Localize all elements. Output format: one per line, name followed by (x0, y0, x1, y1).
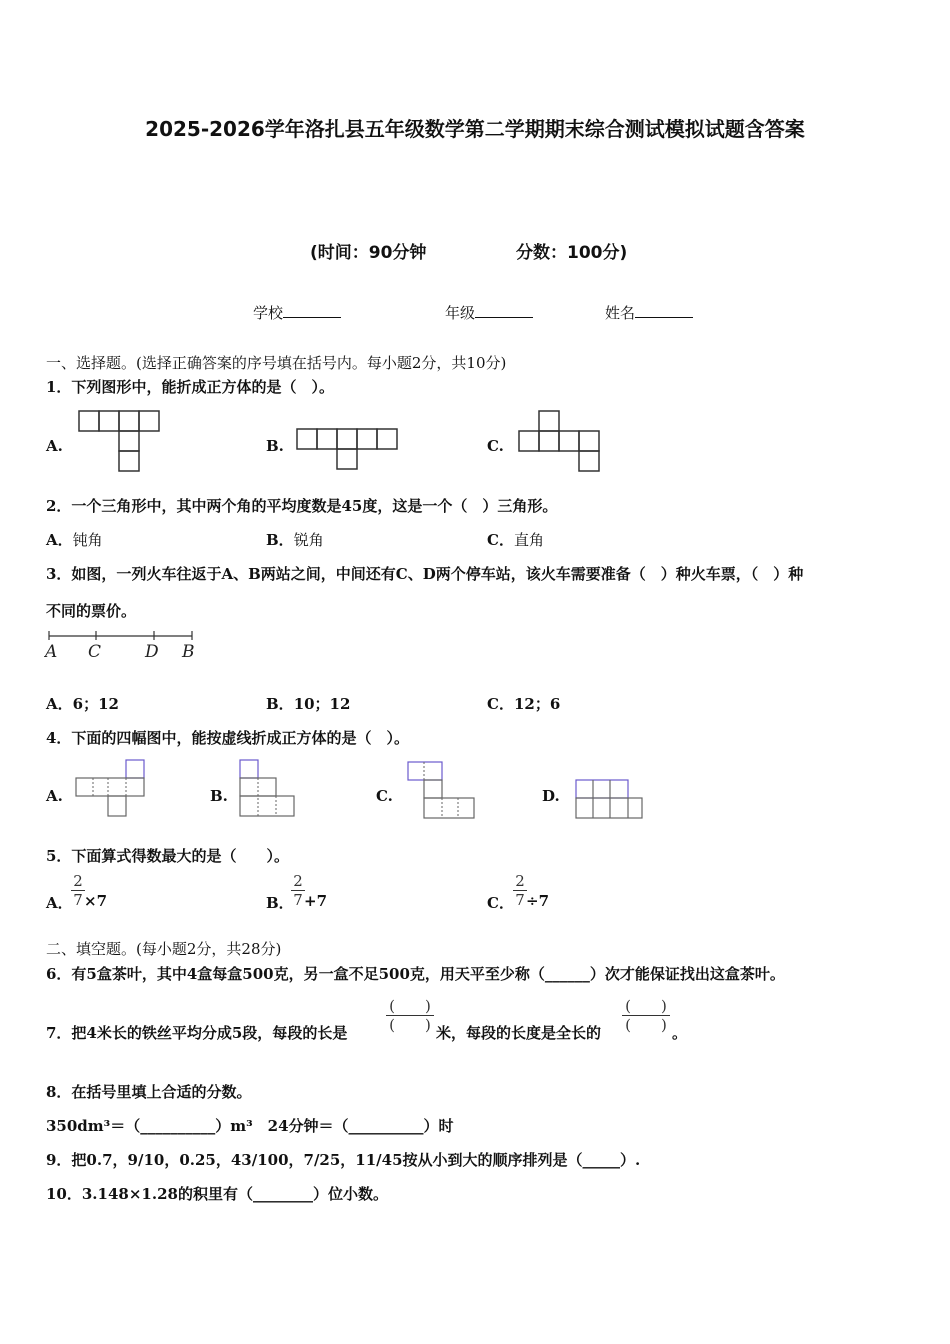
school-blank (283, 317, 341, 318)
q3-option-b-key: B． (266, 695, 294, 713)
q5-c-denominator: 7 (515, 891, 525, 909)
q1-net-c (518, 410, 602, 474)
q1-net-b (296, 428, 400, 472)
page-title: 2025-2026学年洛扎县五年级数学第二学期期末综合测试模拟试题含答案 (145, 117, 805, 141)
school-field (253, 302, 341, 323)
q3-option-c-text: 12；6 (513, 695, 561, 713)
station-c-label: C (88, 642, 102, 662)
q2-option-a-key: A． (46, 531, 73, 549)
q3-stem-line2: 不同的票价。 (46, 602, 137, 620)
q2-stem: 2．一个三角形中，其中两个角的平均度数是45度，这是一个（ ）三角形。 (46, 497, 558, 515)
q7-prefix: 7．把4米长的铁丝平均分成5段，每段的长是 (46, 1024, 348, 1042)
q2-option-a-text: 钝角 (72, 531, 103, 549)
q8-line: 350dm³＝（__________）m³ 24分钟＝（__________）时 (46, 1117, 454, 1135)
q9-text: 9．把0.7，9/10，0.25，43/100，7/25，11/45按从小到大的顺序排列是（_____）. (46, 1151, 641, 1169)
q3-option-a (46, 693, 119, 714)
name-field (605, 302, 693, 323)
exam-time: (时间：90分钟 (310, 243, 427, 263)
q2-option-c-key: C． (487, 531, 514, 549)
q3-station-line (44, 626, 204, 664)
q2-option-b (266, 529, 324, 550)
q5-option-a-fraction (71, 872, 85, 909)
q7-fraction-1 (386, 997, 434, 1034)
grade-label: 年级 (445, 304, 476, 322)
q5-option-b-fraction (291, 872, 305, 909)
q3-option-a-key: A． (46, 695, 73, 713)
q10-text: 10．3.148×1.28的积里有（________）位小数。 (46, 1185, 388, 1203)
q7-frac1-numerator: ( ) (389, 997, 431, 1015)
q7-fraction-2 (622, 997, 670, 1034)
section2-heading: 二、填空题。(每小题2分，共28分) (46, 940, 282, 958)
q7-frac2-denominator: ( ) (625, 1016, 667, 1034)
q8-stem: 8．在括号里填上合适的分数。 (46, 1083, 252, 1101)
q7-frac1-denominator: ( ) (389, 1016, 431, 1034)
q7-suffix: 。 (672, 1024, 688, 1042)
q7-frac2-numerator: ( ) (625, 997, 667, 1015)
q1-net-a (78, 410, 162, 474)
q5-option-a-key: A． (46, 894, 73, 912)
q5-a-denominator: 7 (73, 891, 83, 909)
q2-option-a (46, 529, 103, 550)
q1-label-c: C. (487, 437, 504, 455)
name-blank (635, 317, 693, 318)
q1-stem: 1．下列图形中，能折成正方体的是（ ）。 (46, 378, 334, 396)
q4-stem: 4．下面的四幅图中，能按虚线折成正方体的是（ ）。 (46, 729, 409, 747)
q2-option-c (487, 529, 544, 550)
q1-label-b: B. (266, 437, 284, 455)
q7-middle: 米，每段的长度是全长的 (436, 1024, 602, 1042)
q3-option-c (487, 693, 560, 714)
q2-option-c-text: 直角 (513, 531, 544, 549)
q5-b-denominator: 7 (293, 891, 303, 909)
q4-label-b: B. (210, 787, 228, 805)
q2-option-b-text: 锐角 (293, 531, 324, 549)
station-d-label: D (145, 642, 159, 662)
grade-field (445, 302, 533, 323)
school-label: 学校 (253, 304, 284, 322)
q5-option-b-key: B． (266, 894, 294, 912)
station-a-label: A (45, 642, 58, 662)
q6-text: 6．有5盒茶叶，其中4盒每盒500克，另一盒不足500克，用天平至少称（______）次才能保证找出这盒茶叶。 (46, 965, 785, 983)
q4-net-d (574, 776, 646, 822)
section1-heading: 一、选择题。(选择正确答案的序号填在括号内。每小题2分，共10分) (46, 354, 507, 372)
q5-a-numerator: 2 (73, 872, 83, 890)
q5-stem: 5．下面算式得数最大的是（ ）。 (46, 847, 289, 865)
q4-label-a: A. (46, 787, 63, 805)
q4-label-d: D. (542, 787, 560, 805)
q3-stem-line1: 3．如图，一列火车往返于A、B两站之间，中间还有C、D两个停车站，该火车需要准备（ ）种火车票，（ ）种 (46, 565, 804, 583)
station-b-label: B (182, 642, 195, 662)
q5-option-a-op: ×7 (84, 892, 108, 910)
grade-blank (475, 317, 533, 318)
q5-option-c-key: C． (487, 894, 514, 912)
q2-option-b-key: B． (266, 531, 294, 549)
q5-option-b-op: +7 (304, 892, 328, 910)
q4-label-c: C. (376, 787, 393, 805)
q5-option-c-op: ÷7 (526, 892, 550, 910)
q5-c-numerator: 2 (515, 872, 525, 890)
q5-option-c-fraction (513, 872, 527, 909)
q3-option-b (266, 693, 350, 714)
q5-b-numerator: 2 (293, 872, 303, 890)
q4-net-b (238, 758, 298, 822)
name-label: 姓名 (605, 304, 636, 322)
q4-net-a (74, 758, 148, 820)
q1-label-a: A. (46, 437, 63, 455)
q3-option-c-key: C． (487, 695, 514, 713)
q3-option-b-text: 10；12 (293, 695, 351, 713)
q4-net-c (406, 760, 478, 822)
q3-option-a-text: 6；12 (72, 695, 119, 713)
exam-score: 分数：100分) (516, 243, 628, 263)
